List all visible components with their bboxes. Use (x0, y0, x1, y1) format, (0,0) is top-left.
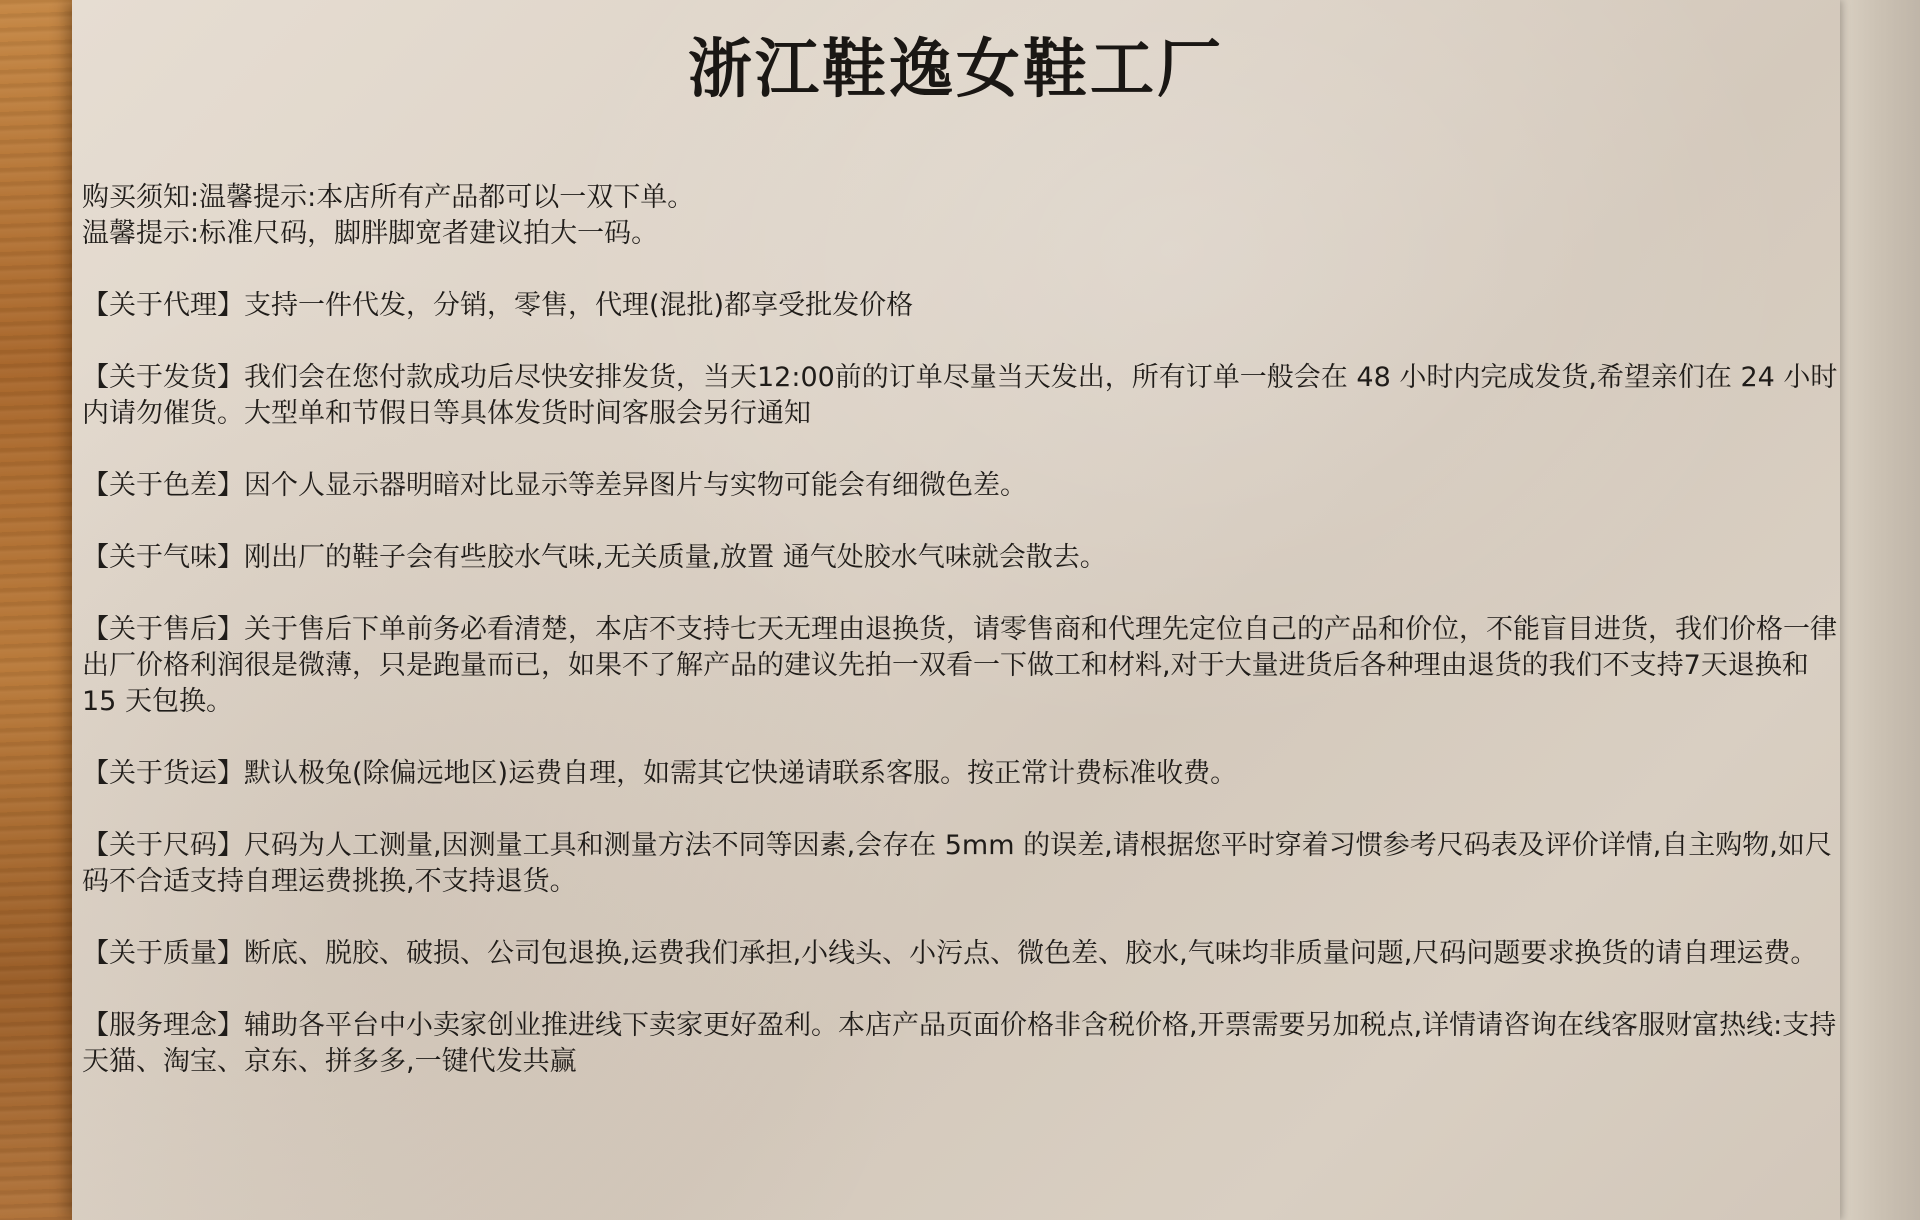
section-label: 【关于质量】 (82, 938, 244, 969)
section-agency (82, 288, 1842, 324)
section-label: 【服务理念】 (82, 1010, 244, 1041)
wall-background (1840, 0, 1920, 1220)
section-label: 【关于尺码】 (82, 830, 244, 861)
section-text: 我们会在您付款成功后尽快安排发货，当天12:00前的订单尽量当天发出，所有订单一般会在 48 小时内完成发货,希望亲们在 24 小时内请勿催货。大型单和节假日等具体发货时间客服会另行通知 (82, 362, 1838, 429)
section-text: 默认极兔(除偏远地区)运费自理，如需其它快递请联系客服。按正常计费标准收费。 (244, 758, 1238, 789)
section-odor (82, 540, 1842, 576)
section-label: 【关于售后】 (82, 614, 244, 645)
section-label: 【关于代理】 (82, 290, 244, 321)
document-body (82, 180, 1842, 1080)
section-quality (82, 936, 1842, 972)
section-text: 支持一件代发，分销，零售，代理(混批)都享受批发价格 (244, 290, 914, 321)
section-label: 【关于发货】 (82, 362, 244, 393)
section-text: 因个人显示器明暗对比显示等差异图片与实物可能会有细微色差。 (244, 470, 1027, 501)
intro-line-size-tip: 温馨提示:标准尺码，脚胖脚宽者建议拍大一码。 (82, 218, 659, 249)
section-text: 断底、脱胶、破损、公司包退换,运费我们承担,小线头、小污点、微色差、胶水,气味均非质量问题,尺码问题要求换货的请自理运费。 (244, 938, 1818, 969)
section-shipping (82, 360, 1842, 432)
section-label: 【关于色差】 (82, 470, 244, 501)
section-size (82, 828, 1842, 900)
section-label: 【关于货运】 (82, 758, 244, 789)
section-service-philosophy (82, 1008, 1842, 1080)
document-title: 浙江鞋逸女鞋工厂 (688, 32, 1224, 107)
section-text: 关于售后下单前务必看清楚，本店不支持七天无理由退换货，请零售商和代理先定位自己的产品和价位，不能盲目进货，我们价格一律出厂价格利润很是微薄，只是跑量而已，如果不了解产品的建议先拍一双看一下做工和材料,对于大量进货后各种理由退货的我们不支持7天退换和 15 天包换。 (82, 614, 1837, 717)
section-after-sales (82, 612, 1842, 720)
section-color-difference (82, 468, 1842, 504)
section-text: 刚出厂的鞋子会有些胶水气味,无关质量,放置 通气处胶水气味就会散去。 (244, 542, 1107, 573)
section-label: 【关于气味】 (82, 542, 244, 573)
wood-background (0, 0, 80, 1220)
intro-line-purchase-notice: 购买须知:温馨提示:本店所有产品都可以一双下单。 (82, 182, 695, 213)
section-freight (82, 756, 1842, 792)
section-text: 辅助各平台中小卖家创业推进线下卖家更好盈利。本店产品页面价格非含税价格,开票需要另加税点,详情请咨询在线客服财富热线:支持天猫、淘宝、京东、拼多多,一键代发共赢 (82, 1010, 1837, 1077)
section-text: 尺码为人工测量,因测量工具和测量方法不同等因素,会存在 5mm 的误差,请根据您平时穿着习惯参考尺码表及评价详情,自主购物,如尺码不合适支持自理运费挑换,不支持退货。 (82, 830, 1832, 897)
paper-sheet (72, 0, 1840, 1220)
